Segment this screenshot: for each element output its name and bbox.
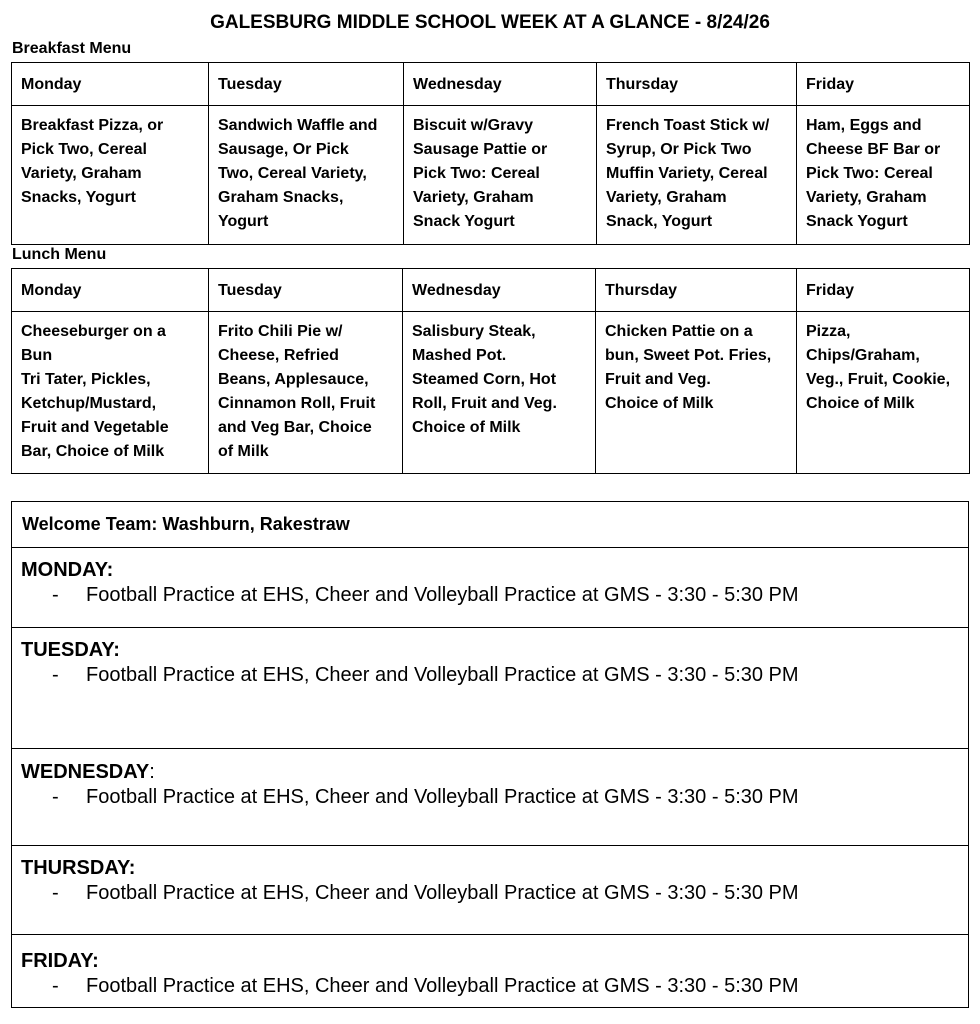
day-name: TUESDAY: (21, 639, 120, 661)
page-title: GALESBURG MIDDLE SCHOOL WEEK AT A GLANCE - 8/24/26 (210, 12, 770, 33)
lunch-cell-monday (12, 312, 209, 474)
schedule-item (52, 975, 799, 998)
day-colon: : (149, 761, 155, 783)
menu-line: Pizza, (806, 323, 851, 340)
menu-line: Fruit and Veg. (605, 371, 711, 388)
schedule-day-monday (12, 548, 968, 628)
lunch-day-wednesday: Wednesday (403, 269, 596, 312)
schedule-item-text: Football Practice at EHS, Cheer and Volleyball Practice at GMS - 3:30 - 5:30 PM (86, 584, 799, 606)
menu-line: Salisbury Steak, (412, 323, 536, 340)
breakfast-day-tuesday: Tuesday (209, 63, 404, 106)
breakfast-cell-tuesday (209, 106, 404, 245)
menu-line: Mashed Pot. (412, 347, 507, 364)
menu-line: Syrup, Or Pick Two (606, 141, 752, 158)
schedule-day-friday (12, 935, 968, 1007)
menu-line: Chips/Graham, (806, 347, 920, 364)
day-heading (21, 761, 155, 784)
breakfast-day-friday: Friday (797, 63, 970, 106)
breakfast-cell-friday (797, 106, 970, 245)
bullet-dash: - (52, 786, 59, 808)
menu-line: Choice of Milk (605, 395, 714, 412)
menu-line: Sausage, Or Pick (218, 141, 349, 158)
menu-line: Yogurt (218, 213, 269, 230)
breakfast-day-thursday: Thursday (597, 63, 797, 106)
lunch-cell-wednesday (403, 312, 596, 474)
weekly-schedule-box (11, 501, 969, 1008)
menu-line: Fruit and Vegetable (21, 419, 169, 436)
breakfast-day-wednesday: Wednesday (404, 63, 597, 106)
menu-line: Snack, Yogurt (606, 213, 713, 230)
day-heading (21, 559, 113, 582)
menu-line: Variety, Graham (413, 189, 534, 206)
menu-line: and Veg Bar, Choice (218, 419, 372, 436)
menu-line: Biscuit w/Gravy (413, 117, 534, 134)
lunch-day-thursday: Thursday (596, 269, 797, 312)
menu-line: Graham Snacks, (218, 189, 344, 206)
menu-line: Sandwich Waffle and (218, 117, 378, 134)
menu-line: Steamed Corn, Hot (412, 371, 557, 388)
menu-line: Muffin Variety, Cereal (606, 165, 768, 182)
day-name: WEDNESDAY (21, 761, 150, 783)
schedule-item-text: Football Practice at EHS, Cheer and Volleyball Practice at GMS - 3:30 - 5:30 PM (86, 882, 799, 904)
menu-line: Variety, Graham (606, 189, 727, 206)
schedule-item (52, 786, 799, 809)
menu-line: Chicken Pattie on a (605, 323, 753, 340)
menu-line: Bun (21, 347, 53, 364)
menu-line: Pick Two: Cereal (806, 165, 933, 182)
menu-line: of Milk (218, 443, 269, 460)
lunch-menu-label: Lunch Menu (12, 246, 107, 263)
day-heading (21, 950, 99, 973)
menu-line: Tri Tater, Pickles, (21, 371, 151, 388)
menu-line: Sausage Pattie or (413, 141, 548, 158)
schedule-item (52, 584, 799, 607)
menu-line: Beans, Applesauce, (218, 371, 369, 388)
menu-line: Roll, Fruit and Veg. (412, 395, 557, 412)
schedule-day-tuesday (12, 628, 968, 749)
lunch-header-row (12, 269, 970, 312)
menu-line: Ketchup/Mustard, (21, 395, 157, 412)
menu-line: Two, Cereal Variety, (218, 165, 367, 182)
breakfast-day-monday: Monday (12, 63, 209, 106)
menu-line: Variety, Graham (21, 165, 142, 182)
lunch-items-row (12, 312, 970, 474)
day-name: THURSDAY: (21, 857, 136, 879)
menu-line: Cinnamon Roll, Fruit (218, 395, 376, 412)
breakfast-items-row (12, 106, 970, 245)
breakfast-cell-wednesday (404, 106, 597, 245)
menu-line: Frito Chili Pie w/ (218, 323, 343, 340)
welcome-team: Welcome Team: Washburn, Rakestraw (22, 514, 350, 534)
schedule-item (52, 882, 799, 905)
menu-line: Veg., Fruit, Cookie, (806, 371, 951, 388)
lunch-cell-friday (797, 312, 970, 474)
menu-line: Choice of Milk (412, 419, 521, 436)
menu-line: bun, Sweet Pot. Fries, (605, 347, 772, 364)
bullet-dash: - (52, 584, 59, 606)
menu-line: Snacks, Yogurt (21, 189, 136, 206)
menu-line: Snack Yogurt (413, 213, 515, 230)
day-name: MONDAY: (21, 559, 114, 581)
lunch-day-monday: Monday (12, 269, 209, 312)
menu-line: Pick Two, Cereal (21, 141, 147, 158)
bullet-dash: - (52, 975, 59, 997)
lunch-day-friday: Friday (797, 269, 970, 312)
menu-line: Ham, Eggs and (806, 117, 922, 134)
lunch-day-tuesday: Tuesday (209, 269, 403, 312)
lunch-cell-tuesday (209, 312, 403, 474)
menu-line: Variety, Graham (806, 189, 927, 206)
day-heading (21, 639, 120, 662)
bullet-dash: - (52, 882, 59, 904)
schedule-item-text: Football Practice at EHS, Cheer and Volleyball Practice at GMS - 3:30 - 5:30 PM (86, 664, 799, 686)
schedule-item (52, 664, 799, 687)
menu-line: Cheeseburger on a (21, 323, 166, 340)
bullet-dash: - (52, 664, 59, 686)
menu-line: Breakfast Pizza, or (21, 117, 164, 134)
schedule-day-thursday (12, 846, 968, 935)
menu-line: Snack Yogurt (806, 213, 908, 230)
lunch-menu-table (11, 268, 970, 474)
breakfast-menu-table (11, 62, 970, 245)
menu-line: Pick Two: Cereal (413, 165, 540, 182)
schedule-item-text: Football Practice at EHS, Cheer and Volleyball Practice at GMS - 3:30 - 5:30 PM (86, 975, 799, 997)
schedule-day-wednesday (12, 749, 968, 846)
menu-line: Choice of Milk (806, 395, 915, 412)
day-heading (21, 857, 135, 880)
menu-line: Cheese BF Bar or (806, 141, 941, 158)
menu-line: Cheese, Refried (218, 347, 339, 364)
day-name: FRIDAY: (21, 950, 99, 972)
breakfast-cell-thursday (597, 106, 797, 245)
breakfast-menu-label: Breakfast Menu (12, 40, 132, 57)
welcome-row (12, 502, 968, 548)
breakfast-header-row (12, 63, 970, 106)
schedule-item-text: Football Practice at EHS, Cheer and Volleyball Practice at GMS - 3:30 - 5:30 PM (86, 786, 799, 808)
menu-line: French Toast Stick w/ (606, 117, 770, 134)
lunch-cell-thursday (596, 312, 797, 474)
breakfast-cell-monday (12, 106, 209, 245)
menu-line: Bar, Choice of Milk (21, 443, 165, 460)
